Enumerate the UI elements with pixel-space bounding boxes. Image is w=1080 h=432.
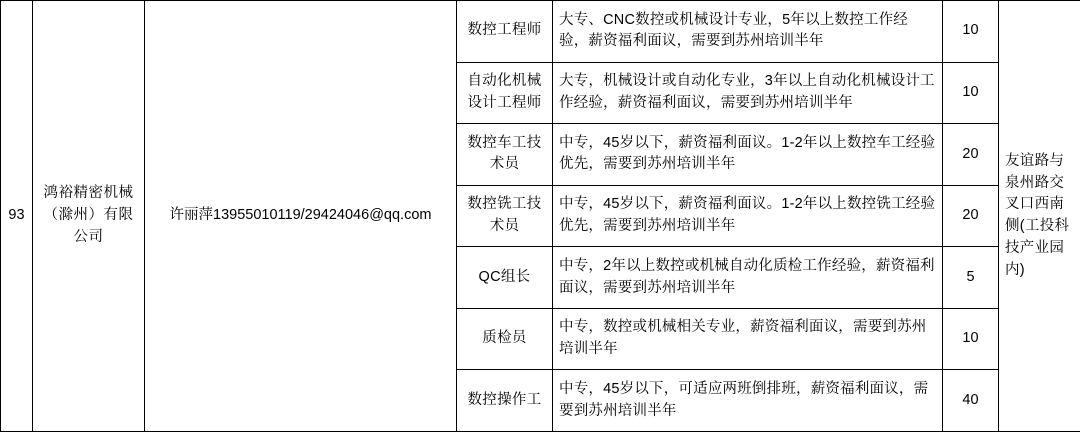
position-count-cell: 10 <box>943 308 999 370</box>
position-title-cell: QC组长 <box>457 247 553 309</box>
position-count-cell: 20 <box>943 185 999 247</box>
position-title-cell: 数控铣工技术员 <box>457 185 553 247</box>
position-title-cell: 自动化机械设计工程师 <box>457 62 553 124</box>
company-name-cell: 鸿裕精密机械（滁州）有限公司 <box>33 1 145 432</box>
table-row <box>1 1 1080 63</box>
row-index-cell: 93 <box>1 1 33 432</box>
position-count-cell: 20 <box>943 124 999 186</box>
position-requirement-cell: 中专，45岁以下，薪资福利面议。1-2年以上数控车工经验优先，需要到苏州培训半年 <box>553 124 943 186</box>
position-title-cell: 质检员 <box>457 308 553 370</box>
contact-info-cell: 许丽萍13955010119/29424046@qq.com <box>145 1 457 432</box>
position-count-cell: 5 <box>943 247 999 309</box>
position-requirement-cell: 中专，2年以上数控或机械自动化质检工作经验，薪资福利面议，需要到苏州培训半年 <box>553 247 943 309</box>
position-requirement-cell: 大专、CNC数控或机械设计专业，5年以上数控工作经验，薪资福利面议，需要到苏州培训半年 <box>553 1 943 63</box>
position-requirement-cell: 大专，机械设计或自动化专业，3年以上自动化机械设计工作经验，薪资福利面议，需要到苏州培训半年 <box>553 62 943 124</box>
position-count-cell: 40 <box>943 370 999 432</box>
position-title-cell: 数控工程师 <box>457 1 553 63</box>
position-requirement-cell: 中专，45岁以下，可适应两班倒排班，薪资福利面议，需要到苏州培训半年 <box>553 370 943 432</box>
position-title-cell: 数控车工技术员 <box>457 124 553 186</box>
position-count-cell: 10 <box>943 1 999 63</box>
position-title-cell: 数控操作工 <box>457 370 553 432</box>
company-address-cell: 友谊路与泉州路交叉口西南侧(工投科技产业园内) <box>999 1 1080 432</box>
position-count-cell: 10 <box>943 62 999 124</box>
position-requirement-cell: 中专，45岁以下，薪资福利面议。1-2年以上数控铣工经验优先，需要到苏州培训半年 <box>553 185 943 247</box>
position-requirement-cell: 中专，数控或机械相关专业，薪资福利面议，需要到苏州培训半年 <box>553 308 943 370</box>
